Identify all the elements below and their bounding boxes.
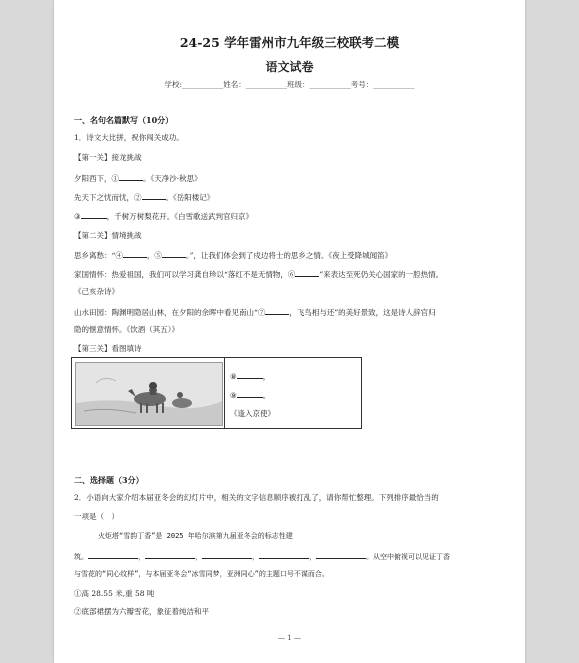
passage-line-2: 筑。 ， ， ， ， 。从空中俯视可以见证丁香	[74, 550, 450, 562]
page-title: 24-25 学年雷州市九年级三校联考二模	[179, 35, 400, 50]
level1-line-a: 夕阳西下，① 。《天净沙·秋思》	[74, 174, 202, 183]
level2-line-d: 山水田园：陶渊明隐居山林，在夕阳的余晖中看见南山“⑦ ，飞鸟相与还”的美好景致，这是诗人辞官归	[74, 308, 436, 317]
order-blank-5[interactable]	[316, 550, 366, 559]
order-blank-2[interactable]	[145, 550, 195, 559]
passage-line-1: 火炬塔“雪韵丁香”是 2025 年哈尔滨第九届亚冬会的标志性建	[98, 532, 293, 540]
option-2: ②底部裙摆为六瓣雪花，象征着纯洁和平	[74, 607, 209, 616]
section2-heading: 二、选择题（3分）	[74, 475, 144, 485]
painting-icon	[75, 362, 223, 426]
page-number: — 1 —	[278, 634, 301, 642]
order-blank-3[interactable]	[202, 550, 252, 559]
level2-line-e: 隐的惬意情怀。《饮酒（其五）》	[74, 325, 179, 334]
horse-rider-painting-icon	[76, 363, 222, 425]
passage-line-3: 与雪花的“同心纹样”，与本届亚冬会“冰雪同梦，亚洲同心”的主题口号不谋而合。	[74, 570, 329, 578]
page-subtitle: 语文试卷	[265, 60, 314, 74]
answer-blank-2[interactable]	[142, 191, 166, 200]
picture-source: 《逢入京使》	[230, 409, 275, 418]
section1-heading: 一、名句名篇默写（10分）	[74, 115, 174, 125]
picture-line-8: ⑧ ，	[230, 372, 271, 381]
level1-label: 【第一关】接龙挑战	[74, 153, 142, 162]
student-info-line: 学校:___________姓名：___________班级：___________考号：___________	[164, 80, 415, 89]
level1-line-b: 先天下之忧而忧，② 。《岳阳楼记》	[74, 193, 215, 202]
document-page	[54, 0, 525, 663]
picture-poem-box	[71, 357, 362, 429]
order-blank-4[interactable]	[259, 550, 309, 559]
answer-blank-1[interactable]	[119, 172, 143, 181]
level1-line-c: ③ ，千树万树梨花开。《白雪歌送武判官归京》	[74, 212, 253, 221]
level2-line-a: 思乡离愁：“④ ，⑤ 。”，让我们体会到了戍边将士的思乡之情。《夜上受降城闻笛》	[74, 251, 393, 260]
level2-line-c: 《己亥杂诗》	[74, 287, 119, 296]
level2-label: 【第二关】情境挑战	[74, 231, 142, 240]
question-2-line-a: 2．小语向大家介绍本届亚冬会的幻灯片中，相关的文字信息顺序被打乱了，请你帮忙整理。下列排序最恰当的	[74, 493, 439, 502]
question-2-line-b: 一项是（ ）	[74, 512, 119, 521]
answer-blank-6[interactable]	[295, 268, 319, 277]
answer-blank-3[interactable]	[81, 210, 107, 219]
level3-label: 【第三关】看图填诗	[74, 344, 142, 353]
picture-line-9: ⑨ 。	[230, 391, 271, 400]
answer-blank-9[interactable]	[237, 389, 263, 398]
answer-blank-7[interactable]	[265, 306, 289, 315]
question-1-text: 1．诗文大比拼，祝你闯关成功。	[74, 133, 184, 142]
option-1: ①高 28.55 米,重 58 吨	[74, 589, 155, 598]
answer-blank-4[interactable]	[123, 249, 147, 258]
level2-line-b: 家国情怀：热爱祖国，我们可以学习龚自珍以“落红不是无情物，⑥ ”来表达至死仍关心国家的一腔热情。	[74, 270, 444, 279]
answer-blank-8[interactable]	[237, 370, 263, 379]
order-blank-1[interactable]	[88, 550, 138, 559]
answer-blank-5[interactable]	[162, 249, 186, 258]
